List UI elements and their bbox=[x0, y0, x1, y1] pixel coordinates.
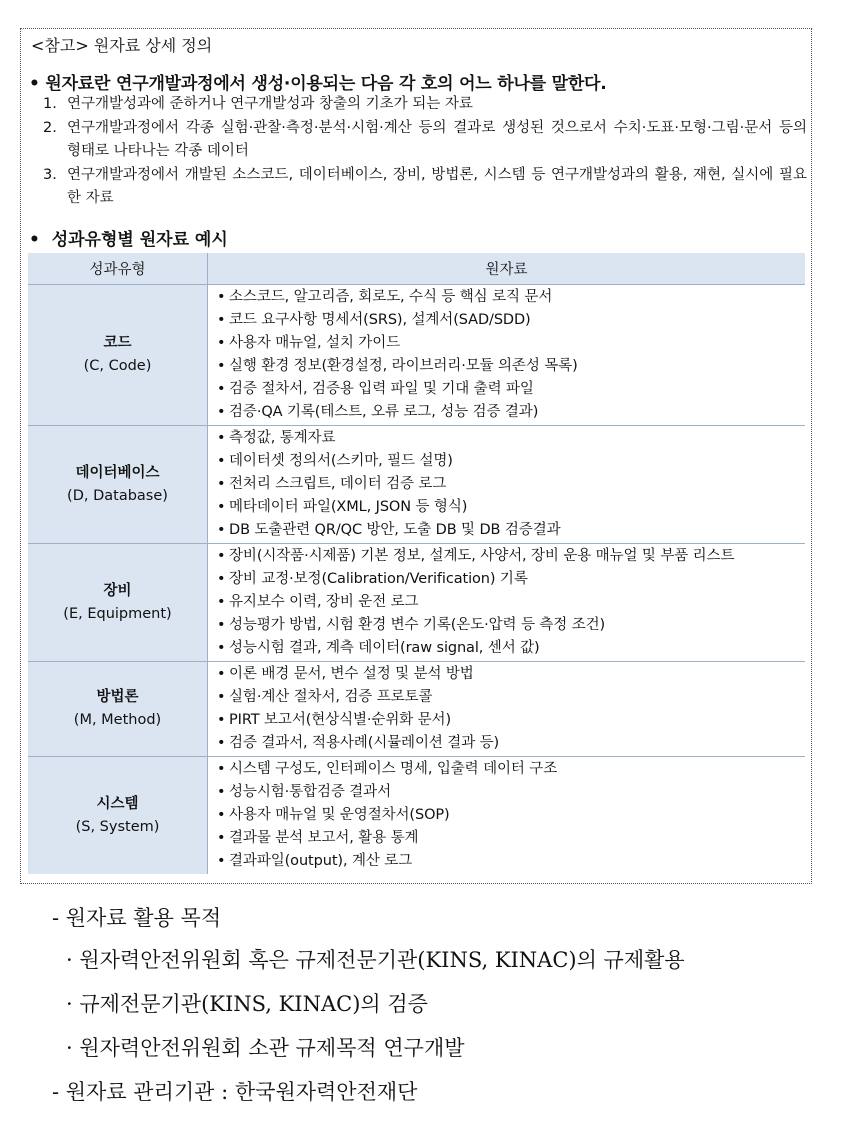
item-text: 검증 절차서, 검증용 입력 파일 및 기대 출력 파일 bbox=[229, 381, 534, 397]
bullet-icon: • bbox=[217, 784, 226, 800]
example-table bbox=[28, 253, 805, 874]
item-text: 검증 결과서, 적용사례(시뮬레이션 결과 등) bbox=[229, 735, 500, 751]
item-text: 메타데이터 파일(XML, JSON 등 형식) bbox=[229, 499, 468, 515]
bullet-icon: • bbox=[217, 312, 226, 328]
bullet-icon: • bbox=[217, 761, 226, 777]
type-cell bbox=[28, 426, 208, 544]
bullet-icon: • bbox=[217, 853, 226, 869]
item-text: 결과물 분석 보고서, 활용 통계 bbox=[229, 830, 419, 846]
list-item bbox=[217, 732, 805, 755]
item-text: 사용자 매뉴얼 및 운영절차서(SOP) bbox=[229, 807, 450, 823]
list-item bbox=[217, 709, 805, 732]
list-item bbox=[217, 519, 805, 542]
bullet-icon: • bbox=[217, 358, 226, 374]
bullet-icon: • bbox=[217, 476, 226, 492]
item-text: 이론 배경 문서, 변수 설정 및 분석 방법 bbox=[229, 666, 474, 682]
table-row bbox=[28, 757, 805, 875]
bullet-icon: • bbox=[217, 666, 226, 682]
bullet-icon: • bbox=[217, 404, 226, 420]
item-text: 사용자 매뉴얼, 설치 가이드 bbox=[229, 335, 401, 351]
section-heading-text: 성과유형별 원자료 예시 bbox=[51, 230, 228, 250]
definition-heading-text: 원자료란 연구개발과정에서 생성·이용되는 다음 각 호의 어느 하나를 말한다. bbox=[45, 74, 607, 94]
definition-text: 연구개발과정에서 개발된 소스코드, 데이터베이스, 장비, 방법론, 시스템 등 연구개발성과의 활용, 재현, 실시에 필요한 자료 bbox=[67, 166, 807, 206]
item-text: 검증·QA 기록(테스트, 오류 로그, 성능 검증 결과) bbox=[229, 404, 539, 420]
bullet-icon: • bbox=[217, 689, 226, 705]
definition-list bbox=[41, 93, 807, 211]
bullet-icon: • bbox=[217, 499, 226, 515]
item-text: 데이터셋 정의서(스키마, 필드 설명) bbox=[229, 453, 453, 469]
type-label-en: (E, Equipment) bbox=[63, 605, 172, 622]
bullet-icon: • bbox=[217, 289, 226, 305]
list-item bbox=[217, 545, 805, 568]
bullet-icon: • bbox=[217, 712, 226, 728]
item-text: 결과파일(output), 계산 로그 bbox=[229, 853, 413, 869]
type-label-ko: 코드 bbox=[103, 335, 132, 351]
table-row bbox=[28, 544, 805, 662]
list-item bbox=[217, 827, 805, 850]
list-item bbox=[217, 758, 805, 781]
table-row bbox=[28, 426, 805, 544]
type-label-en: (C, Code) bbox=[83, 358, 152, 374]
type-label-ko: 장비 bbox=[103, 582, 132, 599]
item-text: 측정값, 통계자료 bbox=[229, 430, 336, 446]
item-text: PIRT 보고서(현상식별·순위화 문서) bbox=[229, 712, 452, 728]
table-row bbox=[28, 662, 805, 757]
definition-heading: • 원자료란 연구개발과정에서 생성·이용되는 다음 각 호의 어느 하나를 말한다. bbox=[29, 74, 607, 94]
table-body bbox=[28, 285, 805, 875]
bullet-icon: • bbox=[217, 571, 226, 587]
list-item bbox=[217, 309, 805, 332]
list-item bbox=[217, 568, 805, 591]
header-raw-data: 원자료 bbox=[208, 253, 806, 285]
type-label-ko: 데이터베이스 bbox=[75, 464, 160, 481]
bullet-icon: • bbox=[217, 430, 226, 446]
items-cell bbox=[208, 426, 806, 544]
definition-text: 연구개발성과에 준하거나 연구개발성과 창출의 기초가 되는 자료 bbox=[67, 96, 473, 112]
list-item bbox=[217, 591, 805, 614]
list-item bbox=[217, 473, 805, 496]
bullet-icon: • bbox=[217, 807, 226, 823]
reference-title: <참고> 원자료 상세 정의 bbox=[31, 36, 213, 55]
list-item bbox=[217, 496, 805, 519]
definition-item bbox=[41, 117, 807, 164]
item-text: 시스템 구성도, 인터페이스 명세, 입출력 데이터 구조 bbox=[229, 761, 558, 777]
list-item bbox=[217, 355, 805, 378]
item-text: 장비 교정·보정(Calibration/Verification) 기록 bbox=[229, 571, 528, 587]
definition-item bbox=[41, 164, 807, 211]
list-item bbox=[217, 804, 805, 827]
items-cell bbox=[208, 544, 806, 662]
bullet-icon: • bbox=[217, 640, 226, 656]
type-cell bbox=[28, 544, 208, 662]
table-row bbox=[28, 285, 805, 426]
type-label-ko: 시스템 bbox=[96, 795, 139, 812]
item-text: DB 도출관련 QR/QC 방안, 도출 DB 및 DB 검증결과 bbox=[229, 522, 561, 538]
list-item bbox=[217, 686, 805, 709]
type-cell bbox=[28, 662, 208, 757]
list-item bbox=[217, 850, 805, 873]
item-text: 장비(시작품·시제품) 기본 정보, 설계도, 사양서, 장비 운용 매뉴얼 및 부품 리스트 bbox=[229, 548, 735, 564]
definition-number: 2. bbox=[43, 119, 57, 136]
items-cell bbox=[208, 757, 806, 875]
list-item bbox=[217, 663, 805, 686]
item-text: 코드 요구사항 명세서(SRS), 설계서(SAD/SDD) bbox=[229, 312, 531, 328]
type-label-en: (S, System) bbox=[75, 818, 160, 835]
item-text: 성능평가 방법, 시험 환경 변수 기록(온도·압력 등 측정 조건) bbox=[229, 617, 606, 633]
items-cell bbox=[208, 285, 806, 426]
items-cell bbox=[208, 662, 806, 757]
purpose-item: · 규제전문기관(KINS, KINAC)의 검증 bbox=[66, 992, 428, 1016]
table-header-row bbox=[28, 253, 805, 285]
item-text: 전처리 스크립트, 데이터 검증 로그 bbox=[229, 476, 447, 492]
list-item bbox=[217, 450, 805, 473]
list-item bbox=[217, 286, 805, 309]
list-item bbox=[217, 637, 805, 660]
bullet-icon: • bbox=[217, 735, 226, 751]
purpose-item: · 원자력안전위원회 혹은 규제전문기관(KINS, KINAC)의 규제활용 bbox=[66, 948, 685, 972]
list-item bbox=[217, 781, 805, 804]
list-item bbox=[217, 427, 805, 450]
definition-number: 1. bbox=[43, 96, 57, 112]
definition-number: 3. bbox=[43, 166, 57, 183]
purpose-heading: - 원자료 활용 목적 bbox=[52, 906, 222, 930]
item-text: 성능시험·통합검증 결과서 bbox=[229, 784, 391, 800]
bullet-icon: • bbox=[217, 617, 226, 633]
list-item bbox=[217, 614, 805, 637]
section-heading: • 성과유형별 원자료 예시 bbox=[29, 230, 228, 250]
item-text: 실행 환경 정보(환경설정, 라이브러리·모듈 의존성 목록) bbox=[229, 358, 578, 374]
item-text: 유지보수 이력, 장비 운전 로그 bbox=[229, 594, 419, 610]
type-label-en: (D, Database) bbox=[67, 487, 168, 504]
list-item bbox=[217, 401, 805, 424]
reference-box bbox=[20, 28, 812, 884]
item-text: 실험·계산 절차서, 검증 프로토콜 bbox=[229, 689, 433, 705]
bullet-icon: • bbox=[217, 830, 226, 846]
bullet-icon: • bbox=[217, 522, 226, 538]
manager-line: - 원자료 관리기관 : 한국원자력안전재단 bbox=[52, 1080, 418, 1104]
list-item bbox=[217, 378, 805, 401]
type-label-en: (M, Method) bbox=[73, 712, 162, 728]
bullet-icon: • bbox=[217, 453, 226, 469]
definition-text: 연구개발과정에서 각종 실험·관찰·측정·분석·시험·계산 등의 결과로 생성된 것으로서 수치·도표·모형·그림·문서 등의 형태로 나타나는 각종 데이터 bbox=[67, 119, 807, 159]
item-text: 성능시험 결과, 계측 데이터(raw signal, 센서 값) bbox=[229, 640, 540, 656]
type-cell bbox=[28, 285, 208, 426]
bullet-icon: • bbox=[217, 381, 226, 397]
purpose-item: · 원자력안전위원회 소관 규제목적 연구개발 bbox=[66, 1036, 465, 1060]
bullet-icon: • bbox=[217, 548, 226, 564]
bullet-icon: • bbox=[217, 594, 226, 610]
bullet-icon: • bbox=[217, 335, 226, 351]
item-text: 소스코드, 알고리즘, 회로도, 수식 등 핵심 로직 문서 bbox=[229, 289, 553, 305]
definition-item bbox=[41, 93, 807, 117]
type-label-ko: 방법론 bbox=[96, 689, 139, 705]
type-cell bbox=[28, 757, 208, 875]
list-item bbox=[217, 332, 805, 355]
header-type: 성과유형 bbox=[28, 253, 208, 285]
